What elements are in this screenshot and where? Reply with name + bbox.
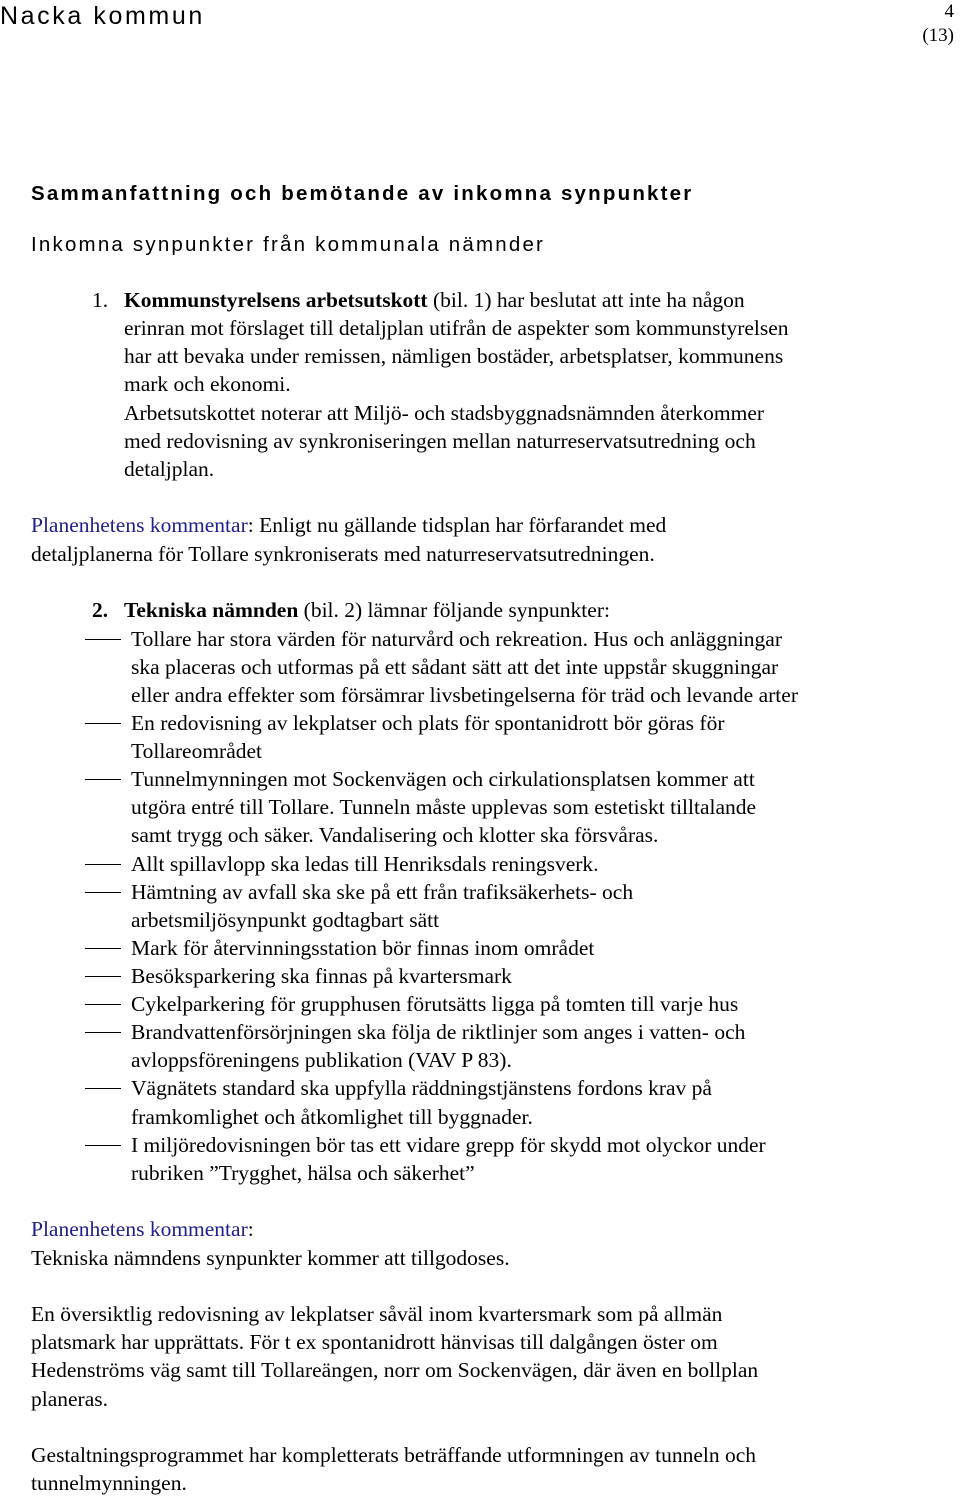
bullet-line: Vägnätets standard ska uppfylla räddningstjänstens fordons krav på <box>131 1076 712 1100</box>
dash-bullet <box>85 1088 121 1089</box>
paragraph-line: tunnelmynningen. <box>31 1471 187 1495</box>
dash-bullet <box>85 723 121 724</box>
paragraph-line: platsmark har upprättats. För t ex spontanidrott hänvisas till dalgången öster om <box>31 1330 718 1354</box>
comment-label: Planenhetens kommentar <box>31 1217 248 1241</box>
bullet-line: Tollareområdet <box>131 739 263 763</box>
page-number-total: (13) <box>922 25 954 46</box>
comment-label: Planenhetens kommentar <box>31 513 248 537</box>
bullet-line: rubriken ”Trygghet, hälsa och säkerhet” <box>131 1161 475 1185</box>
item-1-line: mark och ekonomi. <box>124 372 291 396</box>
bullet-line: eller andra effekter som försämrar livsbetingelserna för träd och levande arter <box>131 683 798 707</box>
dash-bullet <box>85 948 121 949</box>
dash-bullet <box>85 779 121 780</box>
item-1-line: Kommunstyrelsens arbetsutskott (bil. 1) har beslutat att inte ha någon <box>124 288 745 312</box>
item-2-title: Tekniska nämnden <box>124 598 299 622</box>
item-2-number: 2. <box>92 598 109 622</box>
dash-bullet <box>85 892 121 893</box>
item-1-line: med redovisning av synkroniseringen mellan naturreservatsutredning och <box>124 429 756 453</box>
page-number <box>922 0 954 48</box>
bullet-line: Cykelparkering för grupphusen förutsätts ligga på tomten till varje hus <box>131 992 739 1016</box>
bullet-line: Tunnelmynningen mot Sockenvägen och cirkulationsplatsen kommer att <box>131 767 755 791</box>
item-1-line: erinran mot förslaget till detaljplan utifrån de aspekter som kommunstyrelsen <box>124 316 789 340</box>
dash-bullet <box>85 976 121 977</box>
dash-bullet <box>85 1032 121 1033</box>
bullet-line: I miljöredovisningen bör tas ett vidare grepp för skydd mot olyckor under <box>131 1133 766 1157</box>
bullet-line: framkomlighet och åtkomlighet till byggnader. <box>131 1105 533 1129</box>
paragraph-line: Gestaltningsprogrammet har kompletterats beträffande utformningen av tunneln och <box>31 1443 757 1467</box>
paragraph-line: planeras. <box>31 1387 109 1411</box>
org-name: Nacka kommun <box>0 2 205 30</box>
item-1-line: detaljplan. <box>124 457 215 481</box>
paragraph-line: Hedenströms väg samt till Tollareängen, norr om Sockenvägen, där även en bollplan <box>31 1358 759 1382</box>
bullet-line: samt trygg och säker. Vandalisering och klotter ska försvåras. <box>131 823 659 847</box>
bullet-line: Besöksparkering ska finnas på kvartersmark <box>131 964 512 988</box>
subsection-heading: Inkomna synpunkter från kommunala nämnder <box>31 233 546 256</box>
dash-bullet <box>85 1004 121 1005</box>
item-1-title: Kommunstyrelsens arbetsutskott <box>124 288 428 312</box>
bullet-line: Brandvattenförsörjningen ska följa de riktlinjer som anges i vatten- och <box>131 1020 746 1044</box>
item-2-line: Tekniska nämnden (bil. 2) lämnar följande synpunkter: <box>124 598 610 622</box>
bullet-line: avloppsföreningens publikation (VAV P 83). <box>131 1048 512 1072</box>
bullet-line: ska placeras och utformas på ett sådant sätt att det inte uppstår skuggningar <box>131 655 779 679</box>
comment-1-line: Planenhetens kommentar: Enligt nu gällande tidsplan har förfarandet med <box>31 513 667 537</box>
item-1-line: har att bevaka under remissen, nämligen bostäder, arbetsplatser, kommunens <box>124 344 784 368</box>
dash-bullet <box>85 864 121 865</box>
item-1-line: Arbetsutskottet noterar att Miljö- och stadsbyggnadsnämnden återkommer <box>124 401 765 425</box>
dash-bullet <box>85 639 121 640</box>
bullet-line: Hämtning av avfall ska ske på ett från trafiksäkerhets- och <box>131 880 634 904</box>
page-number-current: 4 <box>944 1 954 22</box>
comment-2-line: Tekniska nämndens synpunkter kommer att tillgodoses. <box>31 1246 510 1270</box>
section-heading: Sammanfattning och bemötande av inkomna synpunkter <box>31 182 694 205</box>
dash-bullet <box>85 1145 121 1146</box>
bullet-line: arbetsmiljösynpunkt godtagbart sätt <box>131 908 440 932</box>
item-1-number: 1. <box>92 288 109 312</box>
bullet-line: Tollare har stora värden för naturvård och rekreation. Hus och anläggningar <box>131 627 782 651</box>
paragraph-line: En översiktlig redovisning av lekplatser såväl inom kvartersmark som på allmän <box>31 1302 723 1326</box>
comment-1-line: detaljplanerna för Tollare synkroniserats med naturreservatsutredningen. <box>31 542 655 566</box>
bullet-line: utgöra entré till Tollare. Tunneln måste upplevas som estetiskt tilltalande <box>131 795 757 819</box>
bullet-line: Mark för återvinningsstation bör finnas inom området <box>131 936 595 960</box>
comment-2-heading: Planenhetens kommentar: <box>31 1217 254 1241</box>
bullet-line: En redovisning av lekplatser och plats för spontanidrott bör göras för <box>131 711 725 735</box>
bullet-line: Allt spillavlopp ska ledas till Henriksdals reningsverk. <box>131 852 599 876</box>
